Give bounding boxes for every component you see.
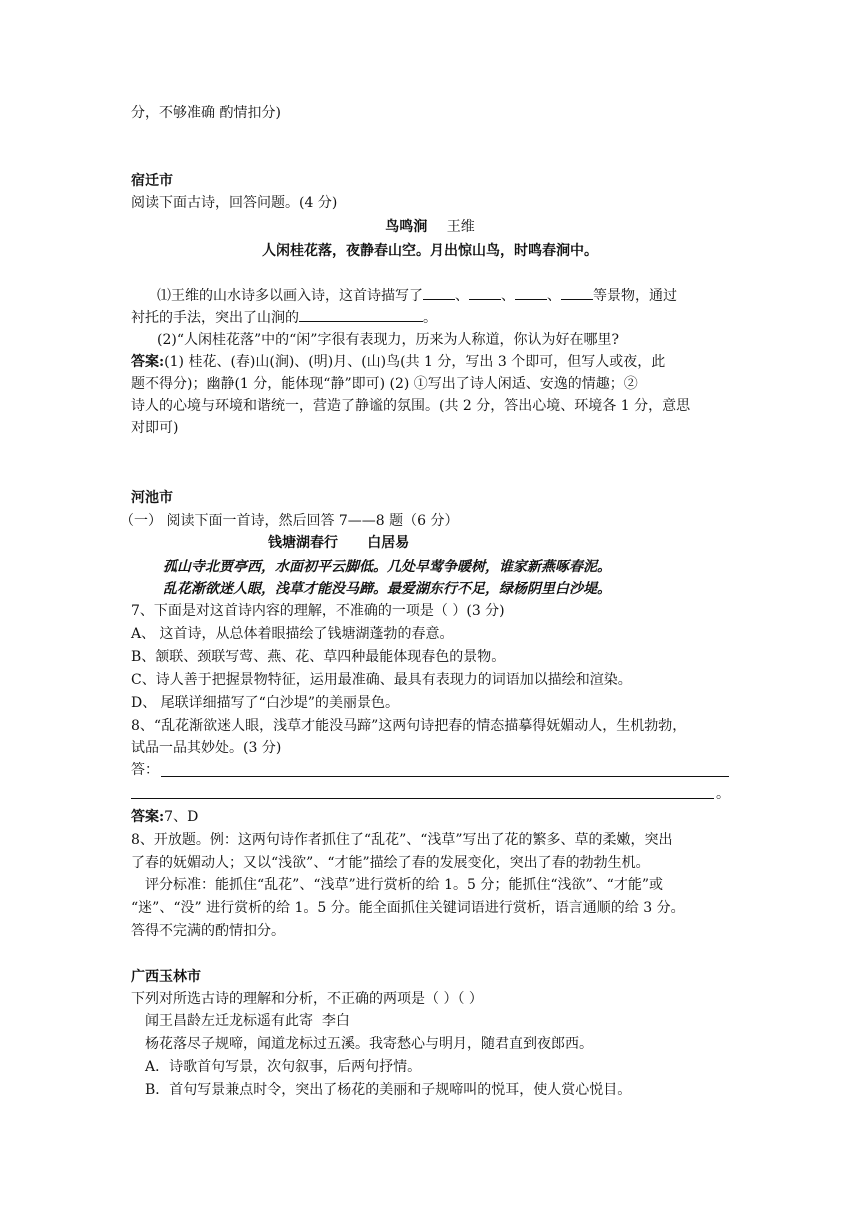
poem-title: 钱塘湖春行 bbox=[268, 535, 338, 551]
suqian-answer-line4: 对即可) bbox=[131, 420, 179, 436]
hechi-question-7: 7、下面是对这首诗内容的理解，不准确的一项是（ ）(3 分) bbox=[131, 603, 505, 619]
yulin-poem-text: 杨花落尽子规啼，闻道龙标过五溪。我寄愁心与明月，随君直到夜郎西。 bbox=[145, 1036, 593, 1052]
yulin-intro: 下列对所选古诗的理解和分析，不正确的两项是（ ）（ ） bbox=[131, 991, 483, 1007]
suqian-question-1 bbox=[157, 285, 677, 307]
poem-title: 鸟鸣涧 bbox=[385, 219, 428, 235]
hechi-option-d: D、 尾联详细描写了“白沙堤”的美丽景色。 bbox=[131, 695, 399, 711]
poem-author: 王维 bbox=[446, 219, 475, 235]
hechi-option-a: A、 这首诗，从总体着眼描绘了钱塘湖蓬勃的春意。 bbox=[131, 626, 454, 642]
hechi-option-c: C、诗人善于把握景物特征，运用最准确、最具有表现力的词语加以描绘和渲染。 bbox=[131, 672, 632, 688]
suqian-answer-line2: 题不得分)；幽静(1 分，能体现“静”即可) (2) ①写出了诗人闲适、安逸的情趣；② bbox=[131, 376, 638, 392]
separator: 、 bbox=[547, 288, 561, 304]
section-heading-yulin: 广西玉林市 bbox=[131, 969, 201, 985]
answer-blank[interactable] bbox=[561, 285, 593, 300]
hechi-answer-8-line2: 了春的妩媚动人；又以“浅欲”、“才能”描绘了春的发展变化，突出了春的勃勃生机。 bbox=[131, 855, 650, 871]
answer-line[interactable] bbox=[161, 776, 729, 777]
hechi-poem-line2: 乱花渐欲迷人眼，浅草才能没马蹄。最爱湖东行不足，绿杨阴里白沙堤。 bbox=[163, 581, 611, 597]
q1-text: 等景物，通过 bbox=[593, 288, 677, 304]
answer-blank[interactable] bbox=[299, 307, 423, 322]
answer-text: 7、D bbox=[164, 809, 199, 825]
poem-title: 闻王昌龄左迁龙标遥有此寄 bbox=[145, 1013, 313, 1029]
answer-label: 答案: bbox=[131, 354, 165, 370]
hechi-question-8-line2: 试品一品其妙处。(3 分) bbox=[131, 740, 282, 756]
poem-author: 李白 bbox=[321, 1013, 350, 1029]
hechi-scoring-line3: 答得不完满的酌情扣分。 bbox=[131, 923, 285, 939]
hechi-poem-line1: 孤山寺北贾亭西，水面初平云脚低。几处早莺争暖树，谁家新燕啄春泥。 bbox=[163, 559, 611, 575]
suqian-answer-line3: 诗人的心境与环境和谐统一，营造了静谧的氛围。(共 2 分，答出心境、环境各 1 分，意思 bbox=[131, 398, 691, 414]
separator: 、 bbox=[501, 288, 515, 304]
answer-text: (1) 桂花、(春)山(涧)、(明)月、(山)鸟(共 1 分，写出 3 个即可，但写人或夜，此 bbox=[164, 354, 666, 370]
q1-text: 衬托的手法，突出了山涧的 bbox=[131, 310, 299, 326]
suqian-answer-line1 bbox=[131, 351, 665, 373]
hechi-option-b: B、颔联、颈联写莺、燕、花、草四种最能体现春色的景物。 bbox=[131, 649, 506, 665]
answer-blank[interactable] bbox=[515, 285, 547, 300]
yulin-option-b: B．首句写景兼点时令，突出了杨花的美丽和子规啼叫的悦耳，使人赏心悦目。 bbox=[145, 1082, 632, 1098]
suqian-question-1-line2 bbox=[131, 307, 437, 329]
answer-line[interactable] bbox=[131, 798, 714, 799]
hechi-answer-prompt: 答： bbox=[131, 762, 159, 778]
suqian-question-2: (2)“人闲桂花落”中的“闲”字很有表现力，历来为人称道，你认为好在哪里? bbox=[157, 332, 619, 348]
suqian-intro: 阅读下面古诗，回答问题。(4 分) bbox=[131, 195, 338, 211]
answer-end-mark: 。 bbox=[716, 786, 730, 802]
hechi-answer-8-line1: 8、开放题。例：这两句诗作者抓住了“乱花”、“浅草”写出了花的繁多、草的柔嫩，突出 bbox=[131, 832, 673, 848]
hechi-intro: （一） 阅读下面一首诗，然后回答 7——8 题（6 分） bbox=[120, 513, 459, 529]
poem-author: 白居易 bbox=[367, 535, 410, 551]
hechi-poem-title bbox=[268, 532, 409, 554]
yulin-option-a: A．诗歌首句写景，次句叙事，后两句抒情。 bbox=[145, 1059, 422, 1075]
answer-blank[interactable] bbox=[469, 285, 501, 300]
separator: 、 bbox=[455, 288, 469, 304]
answer-label: 答案: bbox=[131, 809, 165, 825]
hechi-scoring-line2: “迷”、“没” 进行赏析的给 1。5 分。能全面抓住关键词语进行赏析，语言通顺的给 3 分。 bbox=[131, 900, 685, 916]
section-heading-hechi: 河池市 bbox=[131, 490, 173, 506]
hechi-answer-7 bbox=[131, 806, 198, 828]
hechi-scoring-line1: 评分标准：能抓住“乱花”、“浅草”进行赏析的给 1。5 分；能抓住“浅欲”、“才能”或 bbox=[145, 877, 663, 893]
hechi-question-8-line1: 8、“乱花渐欲迷人眼，浅草才能没马蹄”这两句诗把春的情态描摹得妩媚动人，生机勃勃， bbox=[131, 718, 687, 734]
answer-blank[interactable] bbox=[423, 285, 455, 300]
yulin-poem-title bbox=[145, 1010, 350, 1032]
suqian-poem-text: 人闲桂花落，夜静春山空。月出惊山鸟，时鸣春涧中。 bbox=[262, 243, 598, 259]
q1-text: 。 bbox=[423, 310, 437, 326]
section-heading-suqian: 宿迁市 bbox=[131, 173, 173, 189]
q1-text: ⑴王维的山水诗多以画入诗，这首诗描写了 bbox=[157, 288, 423, 304]
continuation-line: 分，不够准确 酌情扣分) bbox=[131, 105, 281, 121]
suqian-poem-title bbox=[131, 216, 729, 238]
